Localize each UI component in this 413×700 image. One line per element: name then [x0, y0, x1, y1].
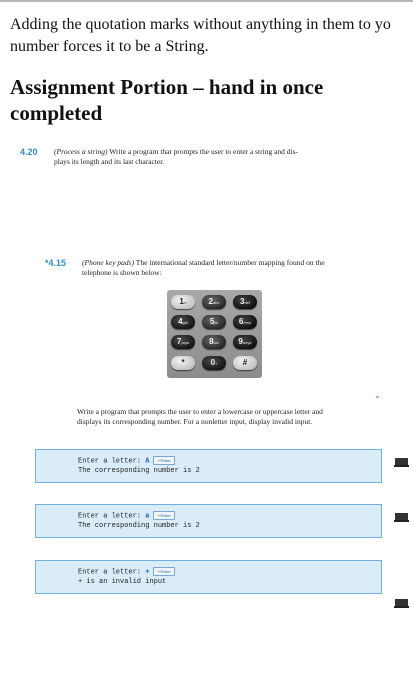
- key-star: *: [171, 356, 195, 370]
- exercise-4-15-body-2: telephone is shown below:: [82, 268, 162, 277]
- exercise-4-20-title: (Process a string): [54, 147, 108, 156]
- key-2: 2abc: [202, 295, 226, 309]
- intro-line-1: Adding the quotation marks without anything in them to yo: [10, 16, 391, 33]
- key-5: 5jkl: [202, 315, 226, 329]
- sample-run-2-prompt-line: [78, 511, 175, 521]
- exercise-4-20-text: [54, 147, 384, 167]
- assignment-heading: [10, 74, 405, 126]
- sample-run-prompt: Enter a letter:: [78, 512, 146, 521]
- monitor-icon: [394, 599, 409, 609]
- enter-key-icon: ↵Enter: [153, 456, 175, 465]
- chevron-down-icon: ⌄: [374, 391, 381, 400]
- intro-text: [10, 14, 413, 58]
- exercise-4-15-instructions-1: Write a program that prompts the user to enter a lowercase or uppercase letter and: [77, 407, 323, 416]
- exercise-4-15-instructions-2: displays its corresponding number. For a nonletter input, display invalid input.: [77, 417, 313, 426]
- key-8: 8tuv: [202, 335, 226, 349]
- exercise-4-15-text: [82, 258, 392, 278]
- sample-run-2-output: The corresponding number is 2: [78, 522, 200, 530]
- key-3: 3def: [233, 295, 257, 309]
- exercise-4-20-number: 4.20: [20, 147, 38, 157]
- key-7: 7pqrs: [171, 335, 195, 349]
- sample-run-input: A: [145, 457, 150, 466]
- top-rule: [0, 0, 413, 2]
- sample-run-1-output: The corresponding number is 2: [78, 467, 200, 475]
- key-0: 0+: [202, 356, 226, 370]
- sample-run-input: a: [145, 512, 150, 521]
- sample-run-3-output: + is an invalid input: [78, 578, 167, 586]
- exercise-4-20-body-1: Write a program that prompts the user to enter a string and dis-: [107, 147, 299, 156]
- enter-key-icon: ↵Enter: [153, 567, 175, 576]
- exercise-4-15-number: *4.15: [45, 258, 67, 268]
- key-4: 4ghi: [171, 315, 195, 329]
- exercise-4-15-body-1: The international standard letter/number mapping found on the: [134, 258, 325, 267]
- sample-run-2: [35, 504, 382, 538]
- key-hash: #: [233, 356, 257, 370]
- sample-run-prompt: Enter a letter:: [78, 457, 146, 466]
- sample-run-1-prompt-line: [78, 456, 175, 466]
- monitor-icon: [394, 458, 409, 468]
- sample-run-1: [35, 449, 382, 483]
- heading-line-2: completed: [10, 101, 103, 125]
- enter-key-icon: ↵Enter: [153, 511, 175, 520]
- phone-keypad-image: [167, 290, 262, 378]
- monitor-icon: [394, 513, 409, 523]
- heading-line-1: Assignment Portion – hand in once: [10, 75, 324, 99]
- key-1: 1∞: [171, 295, 195, 309]
- intro-line-2: number forces it to be a String.: [10, 38, 209, 55]
- exercise-4-15-instructions: [77, 407, 392, 427]
- key-9: 9wxyz: [233, 335, 257, 349]
- exercise-4-15-title: (Phone key pads): [82, 258, 135, 267]
- exercise-4-20-body-2: plays its length and its last character.: [54, 157, 165, 166]
- sample-run-prompt: Enter a letter:: [78, 568, 146, 577]
- sample-run-input: +: [145, 568, 150, 577]
- sample-run-3: [35, 560, 382, 594]
- key-6: 6mno: [233, 315, 257, 329]
- sample-run-3-prompt-line: [78, 567, 175, 577]
